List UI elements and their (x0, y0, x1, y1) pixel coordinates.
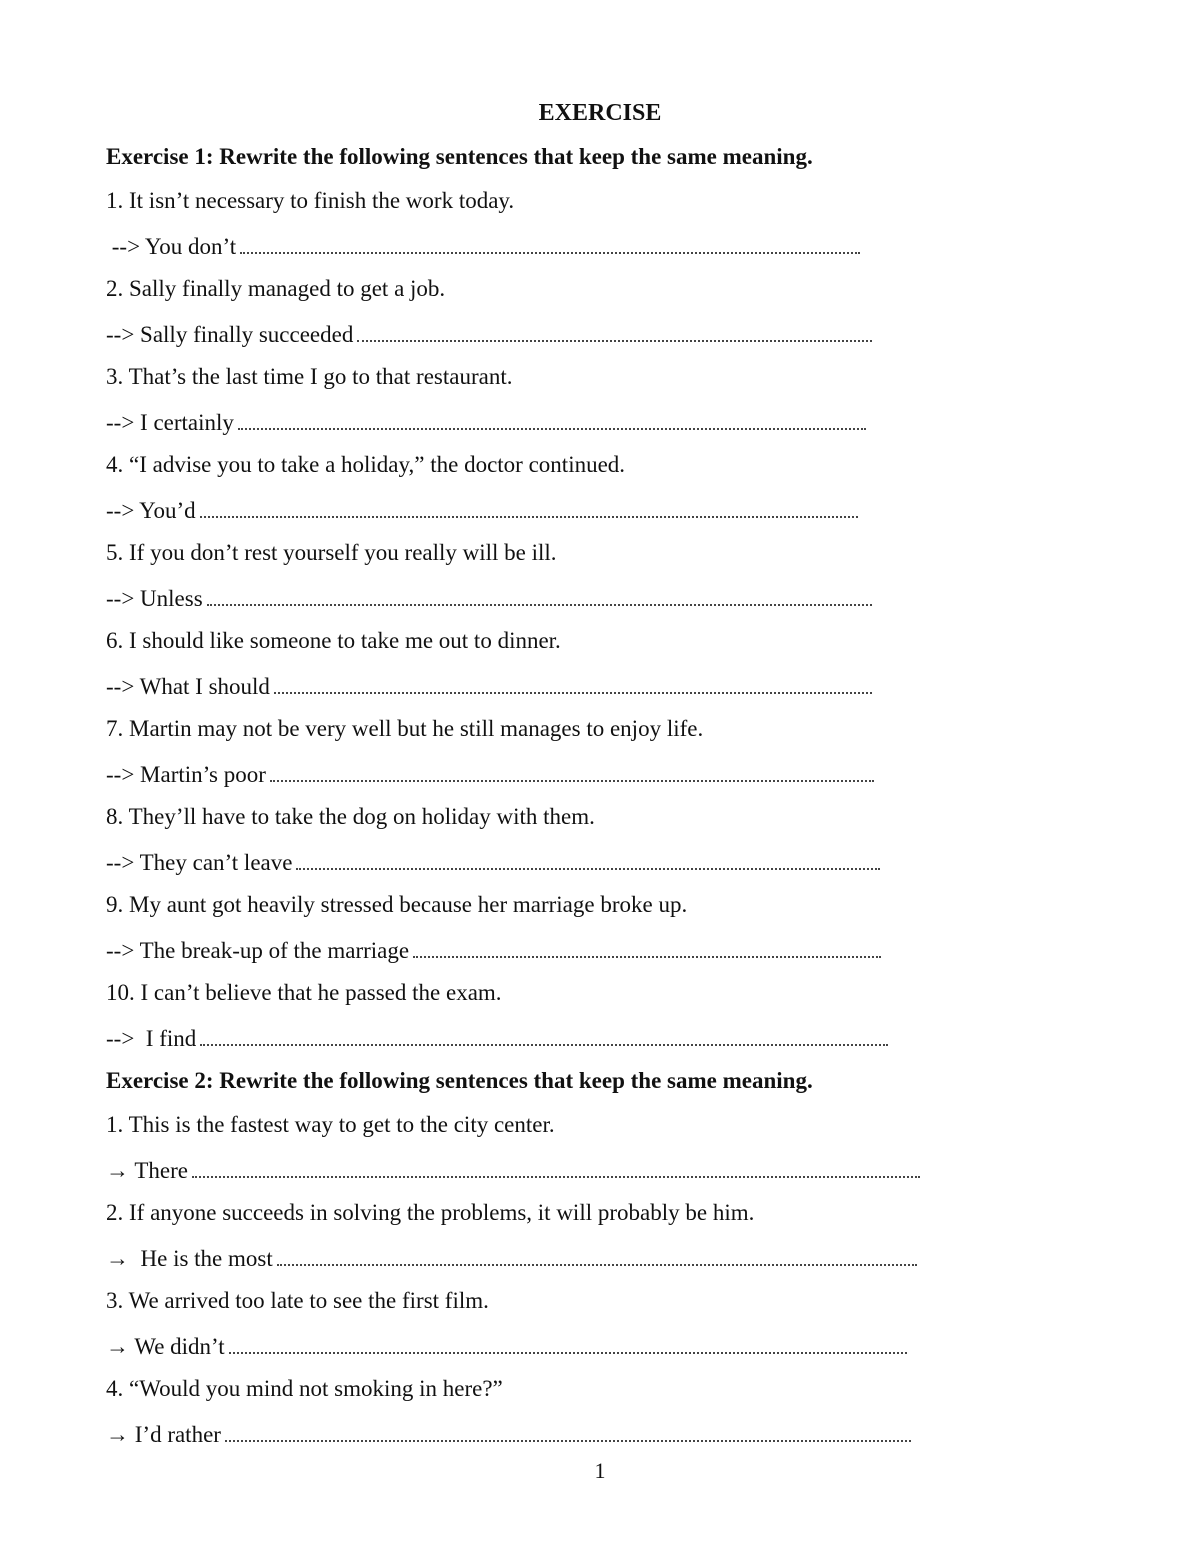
exercise-2-item (106, 1374, 1106, 1462)
answer-prompt: --> Martin’s poor (106, 762, 266, 787)
answer-blank[interactable] (200, 1022, 888, 1046)
exercise-1 (106, 142, 1106, 1066)
answer-line (106, 230, 1106, 274)
question-text: 5. If you don’t rest yourself you really will be ill. (106, 540, 557, 565)
answer-prompt: → We didn’t (106, 1334, 225, 1359)
question-text: 3. We arrived too late to see the first film. (106, 1288, 489, 1313)
answer-blank[interactable] (240, 230, 860, 254)
answer-prompt: --> You’d (106, 498, 196, 523)
page-number: 1 (594, 1458, 606, 1483)
question-text: 6. I should like someone to take me out to dinner. (106, 628, 561, 653)
question-text: 1. This is the fastest way to get to the city center. (106, 1112, 555, 1137)
answer-blank[interactable] (277, 1242, 917, 1266)
answer-prompt: --> I certainly (106, 410, 234, 435)
exercise-1-item (106, 274, 1106, 362)
exercise-1-heading: Exercise 1: Rewrite the following sentences that keep the same meaning. (106, 144, 813, 169)
answer-blank[interactable] (200, 494, 858, 518)
exercise-1-item (106, 626, 1106, 714)
answer-line (106, 1022, 1106, 1066)
answer-blank[interactable] (229, 1330, 907, 1354)
exercise-2-item (106, 1198, 1106, 1286)
exercise-1-item (106, 802, 1106, 890)
answer-blank[interactable] (207, 582, 872, 606)
answer-line (106, 582, 1106, 626)
answer-line (106, 406, 1106, 450)
question-text: 7. Martin may not be very well but he still manages to enjoy life. (106, 716, 704, 741)
answer-line (106, 1330, 1106, 1374)
question-text: 9. My aunt got heavily stressed because her marriage broke up. (106, 892, 688, 917)
question-text: 4. “Would you mind not smoking in here?” (106, 1376, 503, 1401)
answer-prompt: → I’d rather (106, 1422, 221, 1447)
question-text: 3. That’s the last time I go to that restaurant. (106, 364, 513, 389)
question-text: 1. It isn’t necessary to finish the work today. (106, 188, 515, 213)
answer-line (106, 1154, 1106, 1198)
answer-blank[interactable] (296, 846, 880, 870)
exercise-2-heading: Exercise 2: Rewrite the following sentences that keep the same meaning. (106, 1068, 813, 1093)
answer-line (106, 758, 1106, 802)
answer-line (106, 934, 1106, 978)
exercise-1-item (106, 362, 1106, 450)
answer-blank[interactable] (357, 318, 872, 342)
answer-prompt: --> What I should (106, 674, 270, 699)
page-title: EXERCISE (538, 100, 662, 126)
answer-prompt: --> Unless (106, 586, 203, 611)
answer-prompt: → There (106, 1158, 188, 1183)
answer-line (106, 494, 1106, 538)
answer-prompt: --> The break-up of the marriage (106, 938, 410, 963)
answer-blank[interactable] (238, 406, 866, 430)
question-text: 2. If anyone succeeds in solving the problems, it will probably be him. (106, 1200, 755, 1225)
question-text: 2. Sally finally managed to get a job. (106, 276, 446, 301)
answer-prompt: --> Sally finally succeeded (106, 322, 354, 347)
answer-line (106, 318, 1106, 362)
answer-blank[interactable] (225, 1418, 911, 1442)
exercise-1-item (106, 186, 1106, 274)
answer-prompt: --> You don’t (106, 234, 237, 259)
answer-line (106, 1418, 1106, 1462)
exercise-1-item (106, 538, 1106, 626)
exercise-2-item (106, 1110, 1106, 1198)
answer-prompt: --> I find (106, 1026, 197, 1051)
exercise-1-item (106, 714, 1106, 802)
answer-prompt: → He is the most (106, 1246, 273, 1271)
answer-blank[interactable] (270, 758, 874, 782)
question-text: 10. I can’t believe that he passed the exam. (106, 980, 502, 1005)
question-text: 4. “I advise you to take a holiday,” the doctor continued. (106, 452, 626, 477)
answer-prompt: --> They can’t leave (106, 850, 293, 875)
question-text: 8. They’ll have to take the dog on holiday with them. (106, 804, 595, 829)
answer-line (106, 846, 1106, 890)
answer-blank[interactable] (413, 934, 881, 958)
answer-blank[interactable] (274, 670, 872, 694)
exercise-1-item (106, 890, 1106, 978)
answer-line (106, 670, 1106, 714)
exercise-1-item (106, 978, 1106, 1066)
exercise-1-item (106, 450, 1106, 538)
exercise-2 (106, 1066, 1106, 1462)
answer-blank[interactable] (192, 1154, 920, 1178)
answer-line (106, 1242, 1106, 1286)
exercise-2-item (106, 1286, 1106, 1374)
